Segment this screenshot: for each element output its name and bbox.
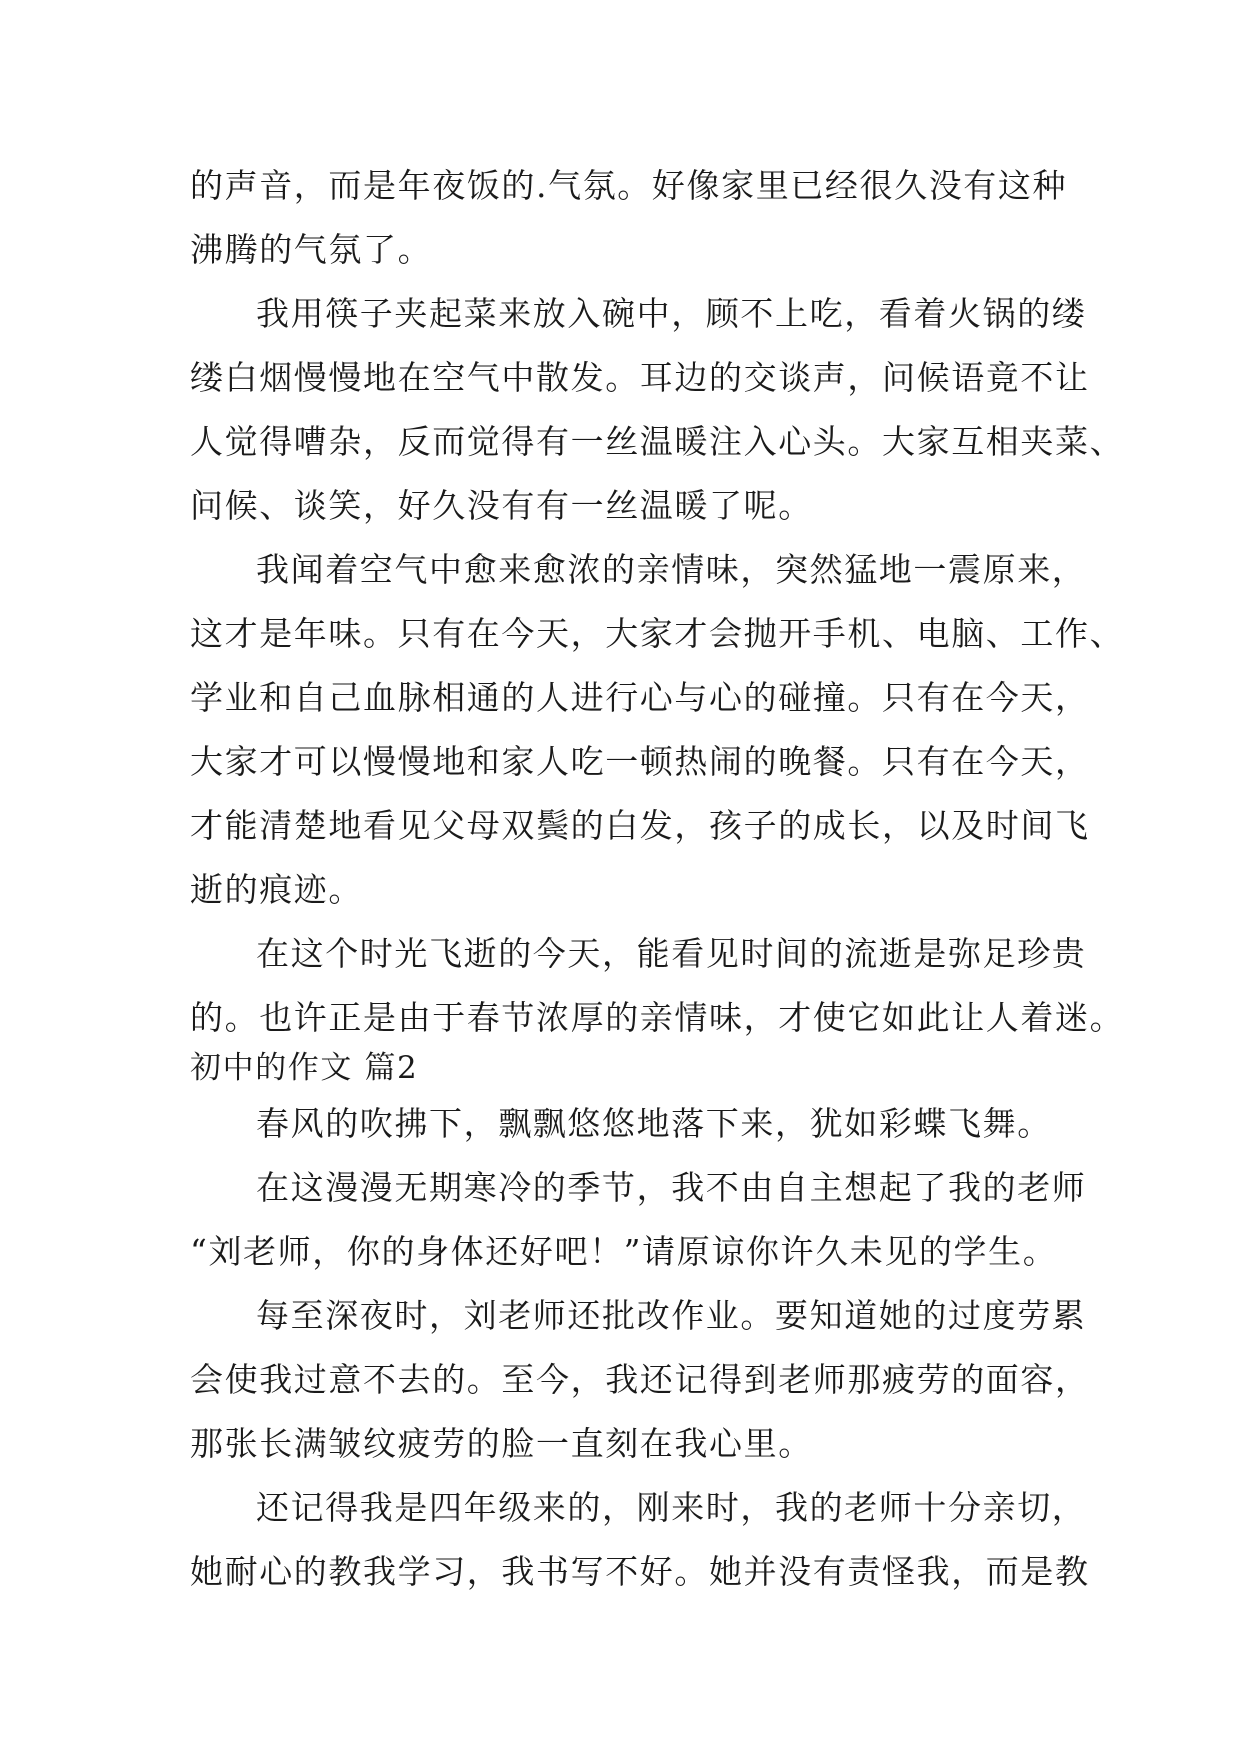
text-line: 的。也许正是由于春节浓厚的亲情味，才使它如此让人着迷。 <box>190 998 1125 1037</box>
text-line: 逝的痕迹。 <box>190 870 363 909</box>
text-line: 她耐心的教我学习，我书写不好。她并没有责怪我，而是教 <box>190 1552 1090 1591</box>
text-line: 问候、谈笑，好久没有有一丝温暖了呢。 <box>190 486 813 525</box>
text-line: 沸腾的气氛了。 <box>190 230 433 269</box>
paragraph-start-line: 在这个时光飞逝的今天，能看见时间的流逝是弥足珍贵 <box>256 934 1087 973</box>
text-line: 人觉得嘈杂，反而觉得有一丝温暖注入心头。大家互相夹菜、 <box>190 422 1125 461</box>
paragraph-start-line: 我用筷子夹起菜来放入碗中，顾不上吃，看着火锅的缕 <box>256 294 1087 333</box>
text-line: 学业和自己血脉相通的人进行心与心的碰撞。只有在今天， <box>190 678 1090 717</box>
text-line: 这才是年味。只有在今天，大家才会抛开手机、电脑、工作、 <box>190 614 1125 653</box>
text-line: 那张长满皱纹疲劳的脸一直刻在我心里。 <box>190 1424 813 1463</box>
text-line: “刘老师，你的身体还好吧！”请原谅你许久未见的学生。 <box>190 1232 1058 1271</box>
text-line: 才能清楚地看见父母双鬓的白发，孩子的成长，以及时间飞 <box>190 806 1090 845</box>
text-line: 缕白烟慢慢地在空气中散发。耳边的交谈声，问候语竟不让 <box>190 358 1090 397</box>
text-line: 的声音，而是年夜饭的.气氛。好像家里已经很久没有这种 <box>190 166 1068 205</box>
paragraph-start-line: 春风的吹拂下，飘飘悠悠地落下来，犹如彩蝶飞舞。 <box>256 1104 1052 1143</box>
paragraph-start-line: 还记得我是四年级来的，刚来时，我的老师十分亲切， <box>256 1488 1087 1527</box>
paragraph-start-line: 在这漫漫无期寒冷的季节，我不由自主想起了我的老师 <box>256 1168 1087 1207</box>
text-line: 会使我过意不去的。至今，我还记得到老师那疲劳的面容， <box>190 1360 1090 1399</box>
paragraph-start-line: 每至深夜时，刘老师还批改作业。要知道她的过度劳累 <box>256 1296 1087 1335</box>
paragraph-start-line: 我闻着空气中愈来愈浓的亲情味，突然猛地一震原来， <box>256 550 1087 589</box>
section-heading: 初中的作文 篇2 <box>190 1050 419 1086</box>
text-line: 大家才可以慢慢地和家人吃一顿热闹的晚餐。只有在今天， <box>190 742 1090 781</box>
